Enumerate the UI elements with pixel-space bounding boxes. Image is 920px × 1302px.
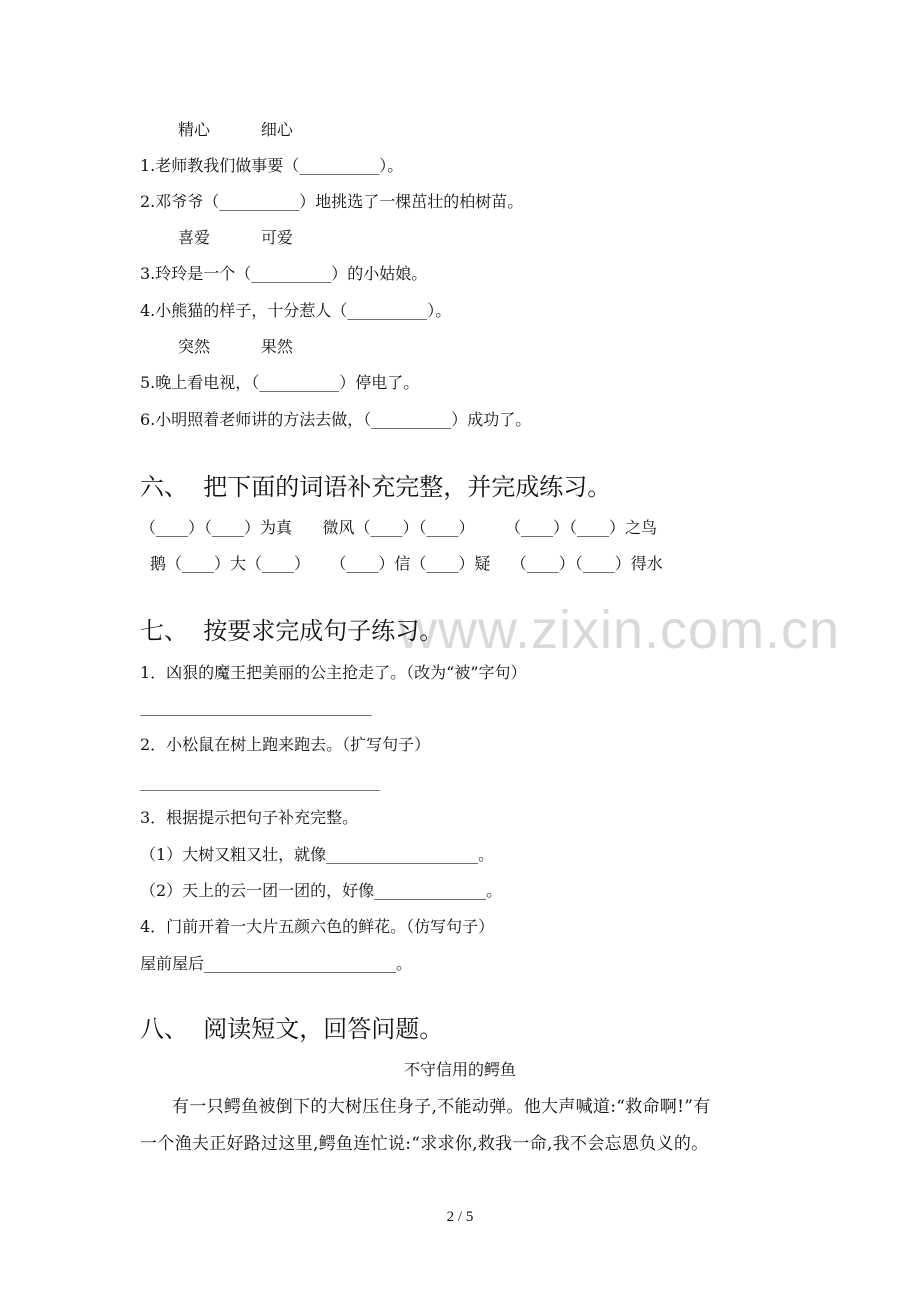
question-6: 6.小明照着老师讲的方法去做，（__________）成功了。 (140, 410, 532, 429)
story-paragraph-line-2: 一个渔夫正好路过这里,鳄鱼连忙说:“求求你,救我一命,我不会忘恩负义的。 (140, 1134, 709, 1154)
question-3: 3.玲玲是一个（__________）的小姑娘。 (140, 264, 428, 283)
page-number: 2 / 5 (446, 1209, 474, 1225)
section-6-heading: 六、 把下面的词语补充完整，并完成练习。 (140, 473, 612, 501)
question-5: 5.晚上看电视，（__________）停电了。 (140, 373, 420, 392)
idiom-row-1: （____）（____）为真 微风（____）（____） （____）（____）之鸟 (140, 518, 658, 537)
watermark: www.zixin.com.cn (398, 600, 841, 660)
story-title: 不守信用的鳄鱼 (403, 1060, 516, 1079)
answer-line-1 (140, 715, 372, 716)
question-2: 2.邓爷爷（__________）地挑选了一棵茁壮的柏树苗。 (140, 192, 524, 211)
sentence-question-3: 3．根据提示把句子补充完整。 (140, 808, 359, 827)
question-1: 1.老师教我们做事要（__________）。 (140, 156, 404, 175)
section-8-heading: 八、 阅读短文，回答问题。 (140, 1015, 444, 1043)
idiom-row-2: 鹅（____）大（____） （____）信（____）疑 （____）（____）得水 (150, 554, 663, 573)
story-paragraph-line-1: 有一只鳄鱼被倒下的大树压住身子,不能动弹。他大声喊道:“救命啊!”有 (172, 1097, 711, 1117)
sentence-question-2: 2．小松鼠在树上跑来跑去。（扩写句子） (140, 735, 431, 754)
word-choice-group-1: 精心 细心 (178, 120, 293, 139)
answer-line-2 (140, 790, 380, 791)
word-choice-group-2: 喜爱 可爱 (178, 228, 293, 247)
sentence-question-3b: （2）天上的云一团一团的，好像______________。 (140, 881, 503, 900)
sentence-question-4: 4．门前开着一大片五颜六色的鲜花。（仿写句子） (140, 917, 495, 936)
sentence-question-4-answer: 屋前屋后________________________。 (140, 954, 413, 973)
sentence-question-1: 1．凶狠的魔王把美丽的公主抢走了。（改为“被”字句） (140, 663, 527, 682)
word-choice-group-3: 突然 果然 (178, 337, 293, 356)
question-4: 4.小熊猫的样子，十分惹人（__________）。 (140, 301, 452, 320)
sentence-question-3a: （1）大树又粗又壮，就像___________________。 (140, 845, 495, 864)
section-7-heading: 七、 按要求完成句子练习。 (140, 617, 444, 645)
